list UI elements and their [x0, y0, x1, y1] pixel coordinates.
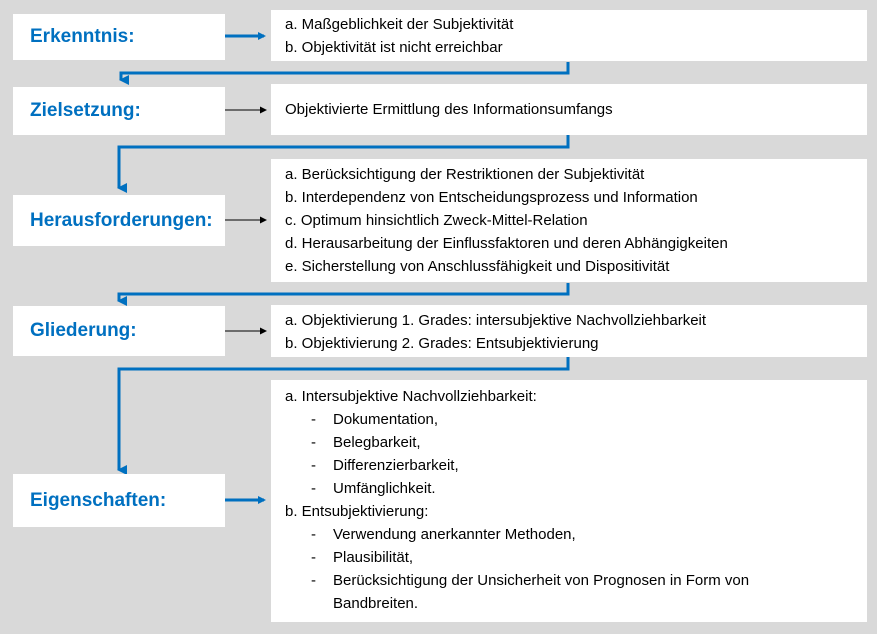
list-item: a. Objektivierung 1. Grades: intersubjektive Nachvollziehbarkeit: [285, 312, 707, 329]
label-herausforderungen: Herausforderungen:: [13, 195, 225, 246]
label-zielsetzung: Zielsetzung:: [13, 87, 225, 135]
list-item: b. Objektivierung 2. Grades: Entsubjektivierung: [285, 335, 599, 352]
list-item: c. Optimum hinsichtlich Zweck-Mittel-Relation: [285, 212, 588, 229]
list-item: - Plausibilität,: [311, 549, 414, 566]
box-herausforderungen: [271, 159, 867, 282]
list-item: - Umfänglichkeit.: [311, 480, 436, 497]
label-eigenschaften: Eigenschaften:: [13, 474, 225, 527]
list-item: - Verwendung anerkannter Methoden,: [311, 526, 576, 543]
list-item: a. Maßgeblichkeit der Subjektivität: [285, 16, 514, 33]
list-item: Objektivierte Ermittlung des Informationsumfangs: [285, 101, 613, 118]
group-heading: a. Intersubjektive Nachvollziehbarkeit:: [285, 388, 537, 405]
list-item: - Belegbarkeit,: [311, 434, 421, 451]
list-item: - Berücksichtigung der Unsicherheit von Prognosen in Form von Bandbreiten.: [311, 572, 750, 612]
list-item: - Differenzierbarkeit,: [311, 457, 459, 474]
box-erkenntnis: [271, 10, 867, 61]
elbow-3: [119, 283, 568, 301]
list-item: b. Objektivität ist nicht erreichbar: [285, 39, 503, 56]
box-eigenschaften: [271, 380, 867, 622]
list-item: e. Sicherstellung von Anschlussfähigkeit und Dispositivität: [285, 258, 670, 275]
label-gliederung: Gliederung:: [13, 306, 225, 356]
list-item: a. Berücksichtigung der Restriktionen der Subjektivität: [285, 166, 645, 183]
group-heading: b. Entsubjektivierung:: [285, 503, 429, 520]
list-item: - Dokumentation,: [311, 411, 439, 428]
list-item: b. Interdependenz von Entscheidungsprozess und Information: [285, 189, 698, 206]
list-item: d. Herausarbeitung der Einflussfaktoren und deren Abhängigkeiten: [285, 235, 728, 252]
label-erkenntnis: Erkenntnis:: [13, 14, 225, 60]
elbow-1: [121, 62, 568, 80]
box-gliederung: [271, 305, 867, 357]
box-zielsetzung: [271, 84, 867, 135]
